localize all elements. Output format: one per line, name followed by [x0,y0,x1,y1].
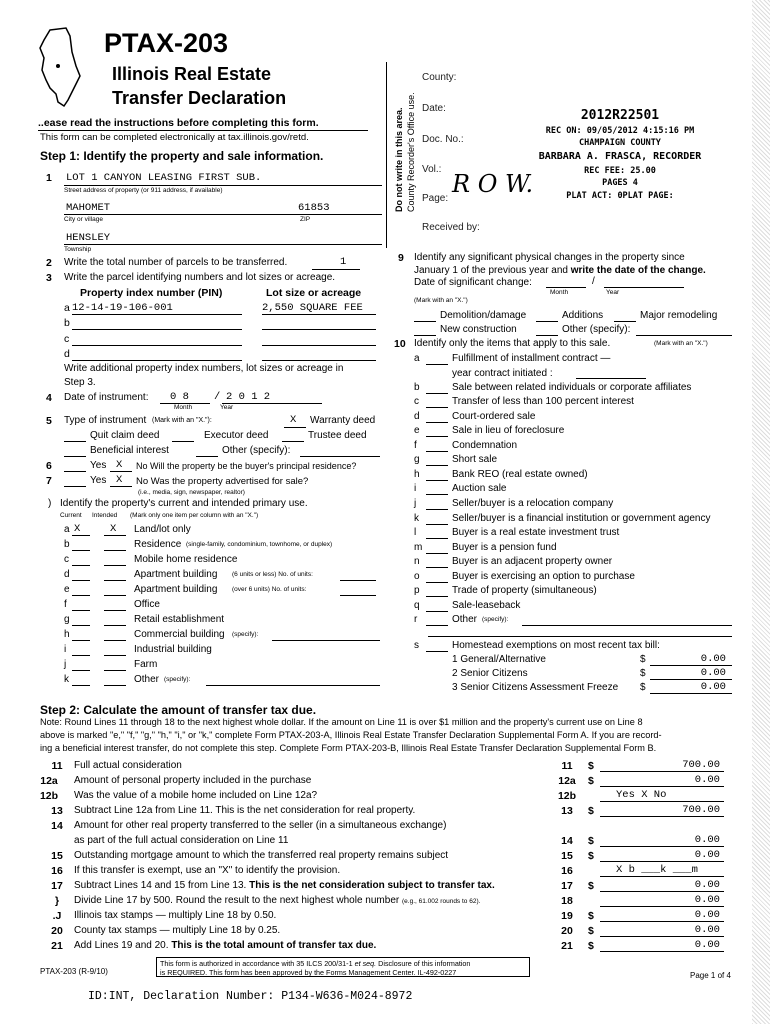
instrument-year[interactable]: 2 0 1 2 [226,391,271,403]
county-label: County: [422,72,457,83]
tax-line-label: Amount for other real property transferred to the seller (in a simultaneous exchange) [74,820,447,831]
sale-item-b: Sale between related individuals or corporate affiliates [452,381,692,393]
tax-line-value-18[interactable]: 0.00 [694,894,720,906]
tax-line-label: Subtract Lines 14 and 15 from Line 13. This is the net consideration subject to transfer tax. [74,880,495,891]
sale-item-h: Bank REO (real estate owned) [452,468,588,480]
pin-a-value[interactable]: 12-14-19-106-001 [72,302,173,314]
tax-line-value-11[interactable]: 700.00 [682,759,720,771]
form-title-2: Transfer Declaration [112,88,287,108]
stamp-doc-number: 2012R22501 [580,108,660,123]
sale-item-i: Auction sale [452,483,507,495]
tax-line-value-12b[interactable]: Yes X No [616,789,667,801]
sale-item-n: Buyer is an adjacent property owner [452,556,613,568]
use-label-f: Office [134,599,160,610]
tax-line-label: Was the value of a mobile home included on Line 12a? [74,790,318,801]
form-code: PTAX-203 [104,28,229,58]
tax-line-value-19[interactable]: 0.00 [694,909,720,921]
electronic-text: This form can be completed electronically at tax.illinois.gov/retd. [40,132,309,143]
tax-line-value-12a[interactable]: 0.00 [694,774,720,786]
stamp-plat: PLAT ACT: 0PLAT PAGE: [566,191,674,201]
exemption-value-1[interactable]: 0.00 [700,653,726,665]
tax-line-label: Illinois tax stamps — multiply Line 18 by 0.50. [74,910,277,921]
tax-line-value-17[interactable]: 0.00 [694,879,720,891]
page-label: Page: [422,193,449,204]
use-label-d: Apartment building [134,569,218,580]
scan-edge [752,0,770,1024]
instructions-text: ..ease read the instructions before completing this form. [38,117,319,129]
sale-item-l: Buyer is a real estate investment trust [452,527,620,539]
stamp-rec-on: REC ON: 09/05/2012 4:15:16 PM [545,126,695,136]
use-current-a[interactable]: X [74,523,81,535]
tax-line-label: Add Lines 19 and 20. This is the total amount of transfer tax due. [74,940,377,951]
sale-item-c: Transfer of less than 100 percent interest [452,396,634,408]
exemption-value-2[interactable]: 0.00 [700,667,726,679]
sale-item-r: Other [452,614,478,626]
use-label-i: Industrial building [134,644,212,655]
tax-line-label: If this transfer is exempt, use an "X" to identify the provision. [74,865,341,876]
step1-heading: Step 1: Identify the property and sale information. [40,149,324,163]
street-address-value[interactable]: LOT 1 CANYON LEASING FIRST SUB. [66,172,262,184]
use-label-k: Other [134,674,160,685]
sale-item-e: Sale in lieu of foreclosure [452,425,565,437]
no-write-text: Do not write in this area. [394,107,404,212]
stamp-fee: REC FEE: 25.00 [584,166,656,176]
page-number: Page 1 of 4 [690,971,731,980]
tax-line-value-14[interactable]: 0.00 [694,834,720,846]
date-label: Date: [422,103,446,114]
city-value[interactable]: MAHOMET [66,202,111,214]
use-label-e: Apartment building [134,584,218,595]
lot-a-value[interactable]: 2,550 SQUARE FEE [262,302,363,314]
form-revision: PTAX-203 (R-9/10) [40,967,108,976]
use-label-c: Mobile home residence [134,554,238,565]
advertised-no-mark[interactable]: X [116,474,123,486]
zip-value[interactable]: 61853 [298,202,330,214]
use-intended-a[interactable]: X [110,523,117,535]
form-title-1: Illinois Real Estate [112,64,272,84]
tax-line-label: County tax stamps — multiply Line 18 by 0.25. [74,925,281,936]
step2-heading: Step 2: Calculate the amount of transfer tax due. [40,703,317,717]
tax-line-value-20[interactable]: 0.00 [694,924,720,936]
tax-line-label: Divide Line 17 by 500. Round the result to the next highest whole number (e.g., 61.002 rounds to 62). [74,895,481,906]
use-label-g: Retail establishment [134,614,225,625]
received-by-label: Received by: [422,222,480,233]
use-label-h: Commercial building [134,629,225,640]
recorder-use-text: County Recorder's Office use. [406,92,416,212]
stamp-pages: PAGES 4 [602,178,638,188]
sale-item-f: Condemnation [452,439,518,451]
tax-line-label: Full actual consideration [74,760,182,771]
warranty-deed-mark[interactable]: X [290,414,297,426]
use-label-a: Land/lot only [134,524,191,535]
authorization-notice: This form is authorized in accordance with 35 ILCS 200/31-1 et seq. Disclosure of this information is REQUIRED. This form has been approved by the Forms Management Center. IL-492-0227 [156,957,530,977]
tax-line-label: Subtract Line 12a from Line 11. This is the net consideration for real property. [74,805,416,816]
exemption-value-3[interactable]: 0.00 [700,681,726,693]
principal-residence-no-mark[interactable]: X [116,459,123,471]
sale-item-q: Sale-leaseback [452,599,521,611]
sale-item-p: Trade of property (simultaneous) [452,585,597,597]
sale-item-o: Buyer is exercising an option to purchase [452,570,635,582]
sale-item-j: Seller/buyer is a relocation company [452,497,614,509]
tax-line-label: Outstanding mortgage amount to which the transferred real property remains subject [74,850,449,861]
use-label-j: Farm [134,659,158,670]
sale-item-a: Fulfillment of installment contract — [452,353,611,364]
sale-item-m: Buyer is a pension fund [452,541,557,553]
township-value[interactable]: HENSLEY [66,232,111,244]
instrument-month[interactable]: 0 8 [170,391,189,403]
sale-item-d: Court-ordered sale [452,410,536,422]
illinois-map-icon [36,22,86,108]
sale-item-g: Short sale [452,454,498,466]
tax-line-value-16[interactable]: X b ___k ___m [616,864,698,876]
sale-item-k: Seller/buyer is a financial institution or government agency [452,512,711,524]
tax-line-value-21[interactable]: 0.00 [694,939,720,951]
stamp-county: CHAMPAIGN COUNTY [579,138,661,148]
declaration-id: ID:INT, Declaration Number: P134-W636-M024-8972 [88,990,413,1003]
stamp-recorder: BARBARA A. FRASCA, RECORDER [538,151,702,162]
use-label-b: Residence [134,539,182,550]
tax-line-label: Amount of personal property included in the purchase [74,775,312,786]
tax-line-value-13[interactable]: 700.00 [682,804,720,816]
tax-line-value-15[interactable]: 0.00 [694,849,720,861]
doc-no-label: Doc. No.: [422,134,464,145]
vol-label: Vol.: [422,164,442,175]
parcel-count-value[interactable]: 1 [340,256,347,268]
handwritten-initials: R O W. [452,170,534,198]
tax-line-label: as part of the full actual consideration on Line 11 [74,835,289,846]
